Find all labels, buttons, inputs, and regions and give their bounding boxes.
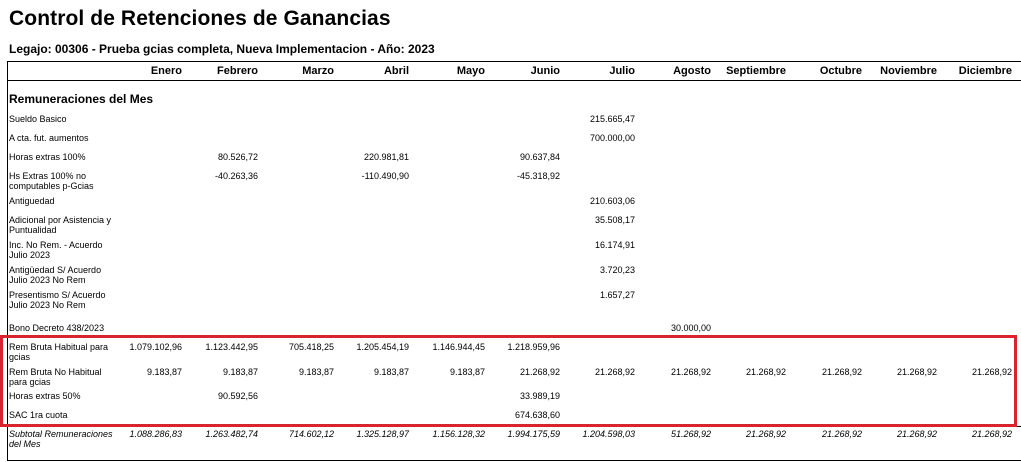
cell-value: 705.418,25 [288, 342, 334, 352]
header-divider [7, 80, 1021, 81]
cell-value: 9.183,87 [146, 367, 182, 377]
subtotal-value: 1.994.175,59 [507, 429, 560, 439]
row-label: Bono Decreto 438/2023 [9, 323, 105, 333]
cell-value: 21.268,92 [896, 367, 937, 377]
month-header-junio: Junio [530, 65, 560, 77]
month-header-diciembre: Diciembre [958, 65, 1012, 77]
row-label: Hs Extras 100% no computables p-Gcias [9, 171, 94, 191]
month-header-marzo: Marzo [302, 65, 334, 77]
subtotal-divider [7, 426, 1021, 427]
cell-value: 21.268,92 [745, 367, 786, 377]
corner-mark: ' [986, 0, 988, 6]
month-header-octubre: Octubre [819, 65, 862, 77]
report-title: Control de Retenciones de Ganancias [9, 7, 391, 30]
cell-value: 16.174,91 [594, 240, 635, 250]
month-header-agosto: Agosto [673, 65, 711, 77]
cell-value: 21.268,92 [670, 367, 711, 377]
cell-value: 700.000,00 [589, 133, 635, 143]
row-label: Antigüedad S/ Acuerdo Julio 2023 No Rem [9, 265, 102, 285]
cell-value: 9.183,87 [222, 367, 258, 377]
row-label: Rem Bruta Habitual para gcias [9, 342, 109, 362]
row-label: A cta. fut. aumentos [9, 133, 89, 143]
subtotal-value: 1.263.482,74 [205, 429, 258, 439]
month-header-abril: Abril [383, 65, 409, 77]
row-label: Presentismo S/ Acuerdo Julio 2023 No Rem [9, 290, 106, 310]
cell-value: -40.263,36 [214, 171, 258, 181]
subtotal-value: 21.268,92 [896, 429, 937, 439]
cell-value: 80.526,72 [217, 152, 258, 162]
cell-value: -45.318,92 [516, 171, 560, 181]
cell-value: 21.268,92 [971, 367, 1012, 377]
cell-value: 21.268,92 [821, 367, 862, 377]
row-label: Horas extras 50% [9, 391, 81, 401]
subtotal-value: 21.268,92 [971, 429, 1012, 439]
subtotal-value: 1.156.128,32 [432, 429, 485, 439]
row-label: Rem Bruta No Habitual para gcias [9, 367, 102, 387]
cell-value: 1.657,27 [599, 290, 635, 300]
month-header-noviembre: Noviembre [880, 65, 937, 77]
cell-value: 9.183,87 [373, 367, 409, 377]
month-header-mayo: Mayo [456, 65, 485, 77]
row-label: Antiguedad [9, 196, 55, 206]
subtotal-value: 21.268,92 [745, 429, 786, 439]
row-label: Sueldo Basico [9, 114, 67, 124]
cell-value: 220.981,81 [363, 152, 409, 162]
cell-value: 90.592,56 [217, 391, 258, 401]
month-header-enero: Enero [150, 65, 182, 77]
cell-value: 674.638,60 [514, 410, 560, 420]
month-header-febrero: Febrero [217, 65, 258, 77]
subtotal-value: 1.325.128,97 [356, 429, 409, 439]
cell-value: 9.183,87 [298, 367, 334, 377]
cell-value: 1.205.454,19 [356, 342, 409, 352]
cell-value: 9.183,87 [449, 367, 485, 377]
subtotal-value: 21.268,92 [821, 429, 862, 439]
cell-value: 21.268,92 [519, 367, 560, 377]
row-label: Adicional por Asistencia y Puntualidad [9, 215, 112, 235]
cell-value: 215.665,47 [589, 114, 635, 124]
subtotal-label: Subtotal Remuneraciones del Mes [9, 429, 113, 449]
cell-value: 33.989,19 [519, 391, 560, 401]
month-header-septiembre: Septiembre [726, 65, 786, 77]
cell-value: -110.490,90 [361, 171, 409, 181]
subtotal-value: 1.204.598,03 [582, 429, 635, 439]
row-label: Horas extras 100% [9, 152, 86, 162]
section-title: Remuneraciones del Mes [9, 92, 154, 106]
subtotal-value: 51.268,92 [670, 429, 711, 439]
month-header-julio: Julio [609, 65, 635, 77]
cell-value: 30.000,00 [670, 323, 711, 333]
cell-value: 1.123.442,95 [205, 342, 258, 352]
subtotal-value: 714.602,12 [288, 429, 334, 439]
cell-value: 1.218.959,96 [507, 342, 560, 352]
cell-value: 21.268,92 [594, 367, 635, 377]
cell-value: 90.637,84 [519, 152, 560, 162]
cell-value: 35.508,17 [594, 215, 635, 225]
cell-value: 1.079.102,96 [129, 342, 182, 352]
subtotal-value: 1.088.286,83 [129, 429, 182, 439]
row-label: Inc. No Rem. - Acuerdo Julio 2023 [9, 240, 103, 260]
cell-value: 1.146.944,45 [432, 342, 485, 352]
report-table-frame [7, 61, 1021, 461]
row-label: SAC 1ra cuota [9, 410, 68, 420]
report-subtitle: Legajo: 00306 - Prueba gcias completa, Nueva Implementacion - Año: 2023 [9, 42, 435, 56]
cell-value: 210.603,06 [589, 196, 635, 206]
cell-value: 3.720,23 [599, 265, 635, 275]
